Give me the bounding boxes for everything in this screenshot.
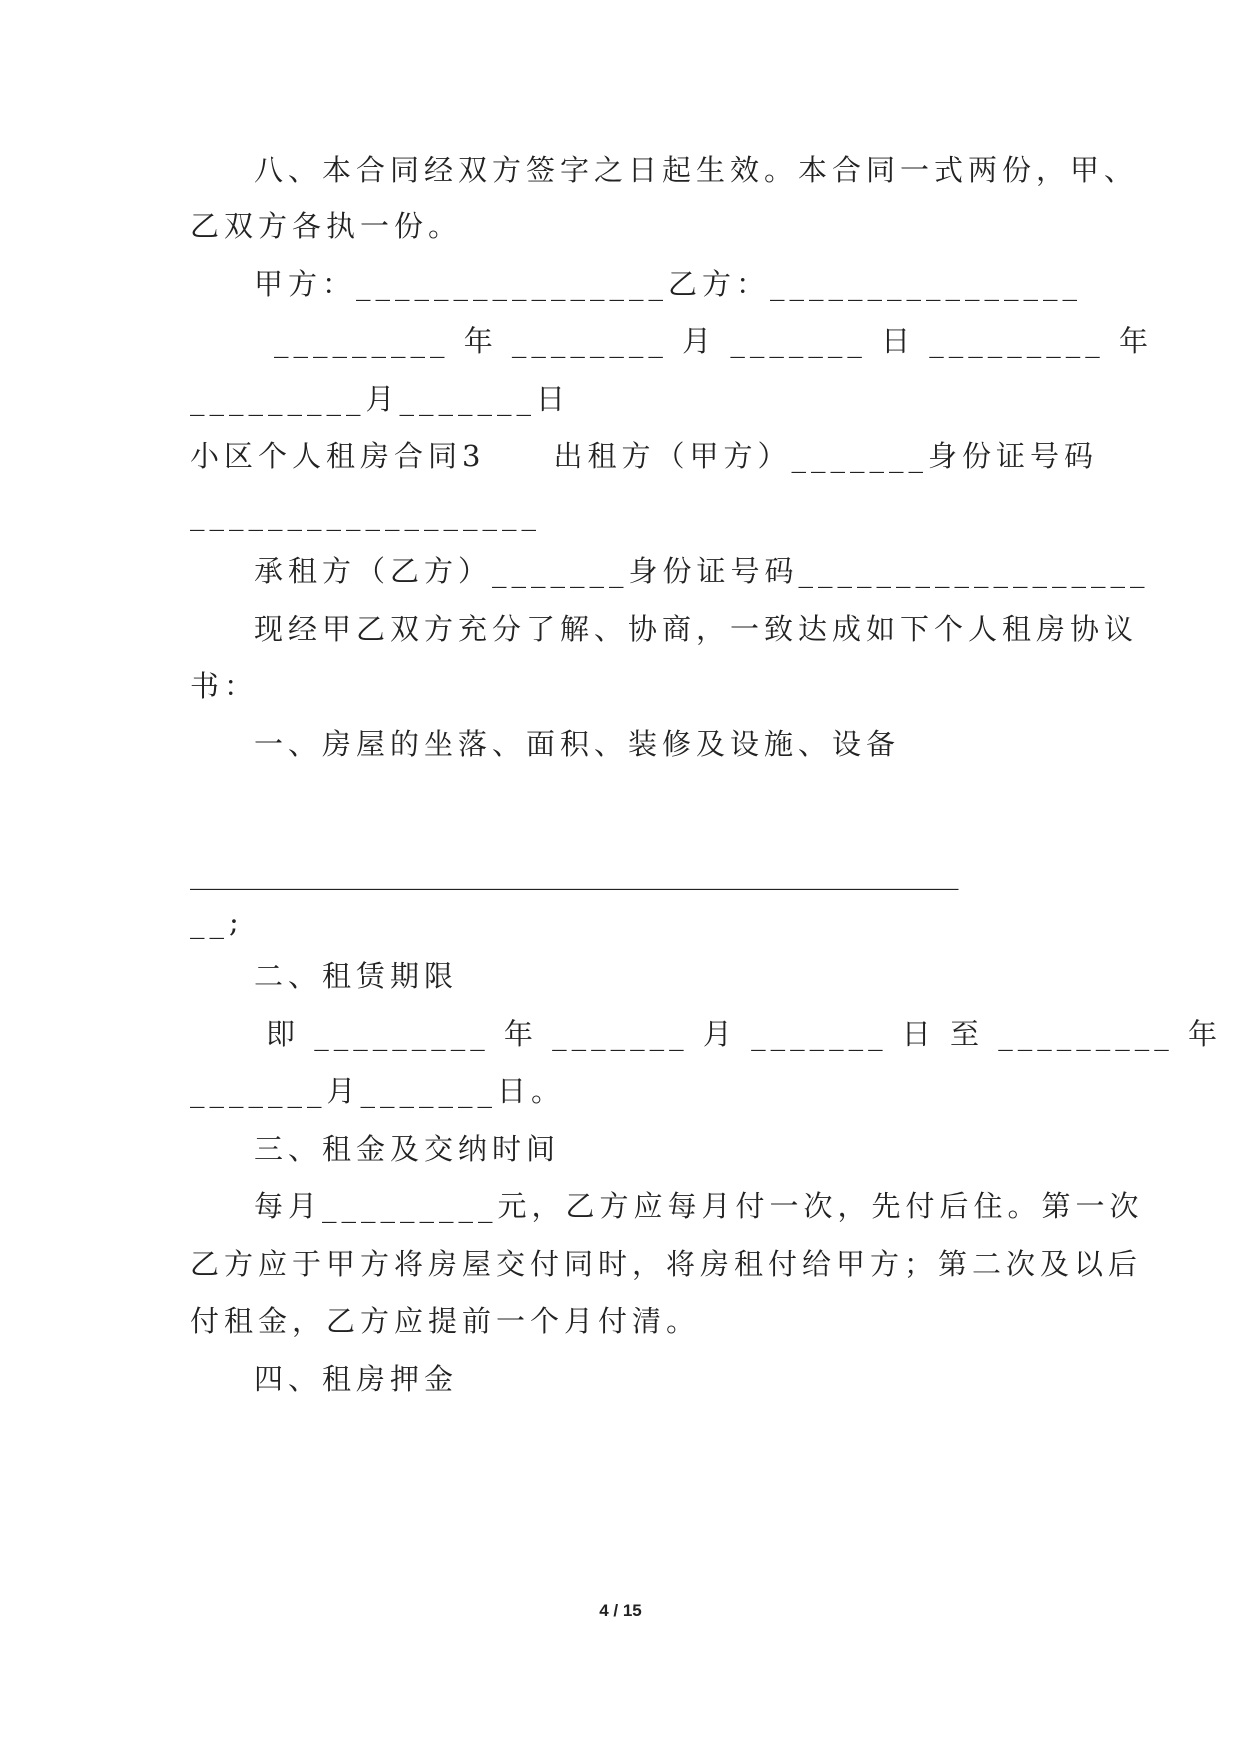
text-line: __; [190, 905, 244, 939]
text-line: 承租方（乙方）_______身份证号码__________________ [254, 554, 1150, 588]
date-line: _________ 年 ________ 月 _______ 日 _________ 年 [274, 324, 1154, 358]
clause-heading: 四、租房押金 [254, 1362, 459, 1396]
date-line: _________月_______日 [190, 382, 571, 416]
text-line: 付租金，乙方应提前一个月付清。 [190, 1304, 701, 1338]
text-line: 书： [190, 669, 259, 703]
date-line: 即 _________ 年 _______ 月 _______ 日 至 _________ 年 [266, 1017, 1222, 1051]
signature-line: 甲方：________________乙方：________________ [254, 267, 1083, 301]
section-title: 小区个人租房合同3 出租方（甲方）_______身份证号码 [190, 439, 1098, 473]
text-line: __________________ [190, 497, 541, 531]
blank-fill-line: _____________________________________________________ [190, 856, 959, 890]
text-line: 乙方应于甲方将房屋交付同时，将房租付给甲方；第二次及以后 [190, 1247, 1143, 1281]
clause-heading: 一、房屋的坐落、面积、装修及设施、设备 [254, 727, 901, 761]
clause-heading: 三、租金及交纳时间 [254, 1132, 561, 1166]
page-number: 4 / 15 [599, 1601, 642, 1620]
text-line: 每月_________元，乙方应每月付一次，先付后住。第一次 [254, 1189, 1144, 1223]
date-line: _______月_______日。 [190, 1074, 566, 1108]
text-line: 乙双方各执一份。 [190, 209, 463, 243]
text-line: 现经甲乙双方充分了解、协商，一致达成如下个人租房协议 [254, 612, 1139, 646]
clause-heading: 二、租赁期限 [254, 959, 459, 993]
text-line: 八、本合同经双方签字之日起生效。本合同一式两份，甲、 [254, 153, 1139, 187]
